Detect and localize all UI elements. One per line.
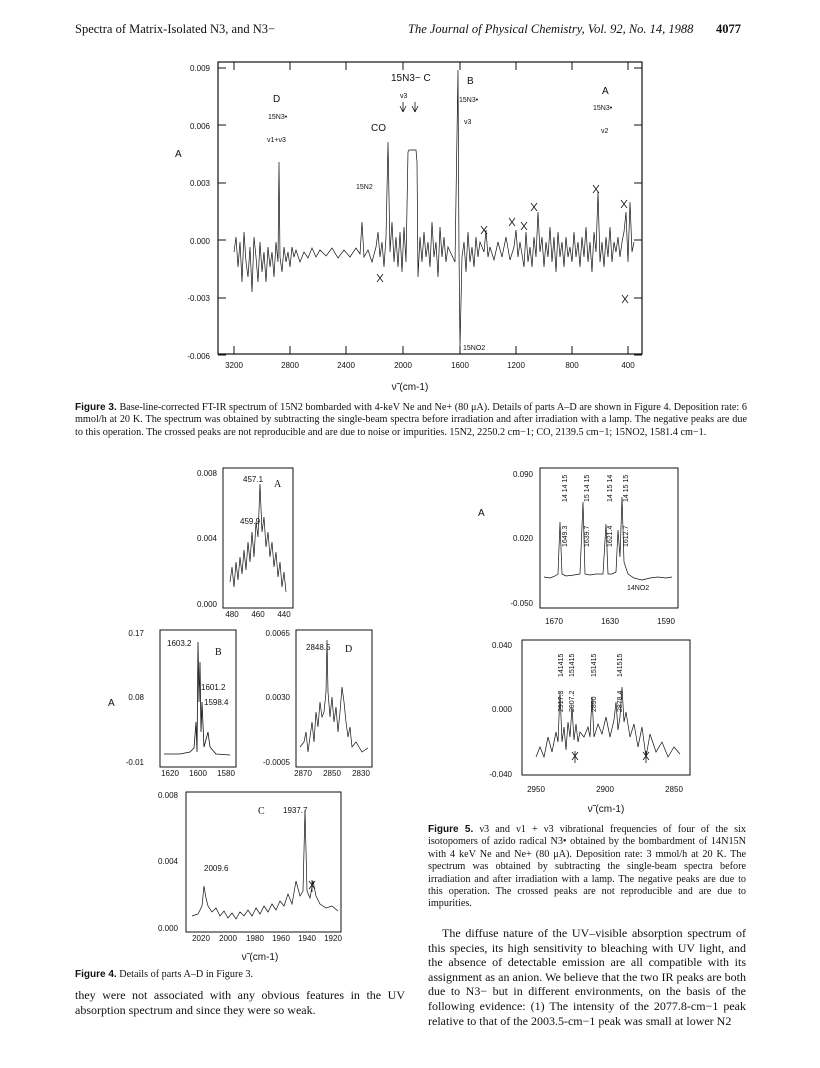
fig5-top-iso: 14 14 15: [562, 474, 569, 502]
fig4-C-xtick: 2020: [192, 934, 210, 943]
fig5-top-panel: [510, 468, 678, 626]
fig4-A-ytick: 0.000: [196, 600, 217, 609]
fig4-panel-A: [197, 468, 293, 619]
fig5-top-xtick: 1670: [545, 617, 563, 626]
fig4-B-ytick: 0.17: [128, 629, 144, 638]
fig5-top-iso: 14 15 14: [607, 474, 614, 502]
fig5-top-peak: 1639.7: [584, 525, 591, 547]
fig5-caption-text: ν3 and ν1 + ν3 vibrational frequencies of four of the six isotopomers of azido radical N3• obtained by the bombardment of 14N15N with 4 keV Ne and Ne+ (80 μA). Deposition rate: 3 mmol/h at 20 K. The spectrum was obtained by subtracting the single-beam spectra before irradiation and after irradiation with a lamp. The negative peaks are due to this operation. The crossed peaks are not reproducible and are due to impurities.: [428, 824, 746, 910]
fig5-bottom-iso: 141415: [558, 653, 565, 677]
fig5-top-peak: 1612.7: [623, 525, 630, 547]
fig3-ytick: -0.006: [187, 352, 210, 361]
fig5-top-no2-label: 14NO2: [627, 585, 650, 592]
fig3-label-A-mode: ν2: [601, 128, 609, 135]
fig5-bottom-peak: 2917.3: [558, 690, 565, 712]
fig3-label-NO2: 15NO2: [463, 345, 486, 352]
fig4-C-ytick: 0.000: [157, 924, 178, 933]
fig5-x-axis-label: ν̃ (cm-1): [587, 804, 625, 815]
fig4-panel-D: [263, 629, 372, 778]
fig4-B-xtick: 1620: [161, 769, 179, 778]
fig4-C-peak2: 2009.6: [204, 864, 229, 873]
fig5-top-iso: 14 15 15: [623, 474, 630, 502]
fig5-crossed-marker: [572, 751, 578, 763]
fig4-A-label: A: [274, 479, 282, 490]
fig4-D-label: D: [345, 644, 353, 655]
fig5-bottom-iso: 151415: [569, 653, 576, 677]
fig3-label-B: B: [467, 76, 474, 87]
fig3-ytick: -0.003: [187, 294, 210, 303]
fig5-top-peak: 1621.4: [607, 525, 614, 547]
fig3-xtick: 1600: [451, 361, 469, 370]
fig5-top-peak-labels: [562, 475, 630, 547]
fig3-label-D-mode: ν1+ν3: [267, 137, 286, 144]
fig3-caption-number: Figure 3.: [75, 402, 117, 413]
fig4-A-ytick: 0.004: [196, 534, 217, 543]
fig4-B-label: B: [215, 647, 222, 658]
right-column-text: The diffuse nature of the UV–visible absorption spectrum of this species, its high sensitivity to bleaching with UV light, and the absence of detectable emission are all compatible with its assignment as an anion. We believe that the two IR peaks are both due to N3− but in different environments, on the basis of the following evidence: (1) The intensity of the 2077.8-cm−1 peak relative to that of the 2003.5-cm−1 peak was small at lower N2: [428, 926, 746, 1028]
fig3-x-axis-label: ν̃ (cm-1): [391, 382, 429, 393]
fig3-ytick: 0.000: [189, 237, 210, 246]
fig4-C-peak1: 1937.7: [283, 806, 308, 815]
fig3-y-ticks: [187, 64, 210, 361]
fig4-caption-number: Figure 4.: [75, 969, 117, 980]
fig4-C-ytick: 0.004: [157, 857, 178, 866]
figure-5: [470, 462, 710, 822]
page-number: 4077: [716, 22, 741, 36]
fig3-spectrum-trace: [234, 70, 634, 347]
fig4-D-xtick: 2830: [352, 769, 370, 778]
fig5-top-ytick: 0.020: [512, 534, 533, 543]
fig4-panel-B: [126, 629, 236, 778]
left-column-text: they were not associated with any obvious features in the UV absorption spectrum and since they were so weak.: [75, 988, 405, 1017]
fig5-bottom-xtick: 2950: [527, 785, 545, 794]
fig5-bottom-peak-labels: [558, 654, 624, 712]
fig4-C-xtick: 1960: [272, 934, 290, 943]
fig5-top-xtick: 1590: [657, 617, 675, 626]
fig5-bottom-ytick: -0.040: [489, 770, 512, 779]
fig3-label-A-iso: 15N3•: [593, 105, 613, 112]
fig4-B-peak3: 1598.4: [204, 698, 229, 707]
fig4-C-ytick: 0.008: [157, 791, 178, 800]
fig3-xtick: 3200: [225, 361, 243, 370]
fig3-xtick: 2400: [337, 361, 355, 370]
fig5-top-peak: 1649.3: [562, 525, 569, 547]
fig4-caption: [75, 969, 405, 981]
fig4-D-xtick: 2870: [294, 769, 312, 778]
fig5-y-axis-label: A: [478, 508, 485, 519]
fig4-caption-text: Details of parts A–D in Figure 3.: [119, 969, 254, 980]
fig4-A-peak1: 457.1: [243, 475, 264, 484]
fig4-y-axis-label: A: [108, 698, 115, 709]
fig4-B-xtick: 1580: [217, 769, 235, 778]
fig5-bottom-xtick: 2850: [665, 785, 683, 794]
fig3-xtick: 400: [621, 361, 635, 370]
fig5-bottom-xtick: 2900: [596, 785, 614, 794]
running-head-journal: The Journal of Physical Chemistry, Vol. 92, No. 14, 1988: [408, 22, 694, 36]
fig3-xtick: 1200: [507, 361, 525, 370]
fig5-bottom-peak: 2890: [591, 696, 598, 712]
fig3-label-A: A: [602, 86, 609, 97]
running-head-left: Spectra of Matrix-Isolated N3, and N3−: [75, 22, 276, 36]
fig5-bottom-iso: 141515: [617, 653, 624, 677]
fig5-caption: [428, 824, 746, 911]
fig3-label-C: 15N3− C: [391, 73, 431, 84]
fig4-A-xtick: 460: [251, 610, 265, 619]
fig5-bottom-panel: [489, 462, 710, 815]
fig5-top-iso: 15 14 15: [584, 474, 591, 502]
fig4-A-ytick: 0.008: [196, 469, 217, 478]
fig4-A-peak2: 459.9: [240, 517, 261, 526]
fig3-label-N2: 15N2: [356, 184, 373, 191]
fig4-B-peak1: 1603.2: [167, 639, 192, 648]
fig3-label-B-mode: ν3: [464, 119, 472, 126]
fig5-bottom-peak: 2907.2: [569, 690, 576, 712]
fig3-label-D-iso: 15N3•: [268, 114, 288, 121]
fig3-label-B-iso: 15N3•: [459, 97, 479, 104]
fig3-caption-text: Base-line-corrected FT-IR spectrum of 15N2 bombarded with 4-keV Ne and Ne+ (80 μA). Details of parts A–D are shown in Figure 4. Deposition rate: 6 mmol/h at 20 K. The spectrum was obtained by subtracting the single-beam spectra before irradiation and after irradiation with a lamp. The negative peaks are due to this operation. The crossed peaks are not reproducible and are due to noise or impurities. 15N2, 2250.2 cm−1; CO, 2139.5 cm−1; 15NO2, 1581.4 cm−1.: [75, 402, 747, 438]
fig4-B-ytick: 0.08: [128, 693, 144, 702]
fig4-x-axis-label: ν̃ (cm-1): [241, 952, 279, 963]
fig3-xtick: 800: [565, 361, 579, 370]
fig4-C-xtick: 1980: [246, 934, 264, 943]
fig5-top-xtick: 1630: [601, 617, 619, 626]
fig4-D-peak1: 2848.5: [306, 643, 331, 652]
fig4-B-xtick: 1600: [189, 769, 207, 778]
fig3-caption: [75, 402, 747, 439]
fig3-ytick: 0.003: [189, 179, 210, 188]
fig3-tick-marks: [218, 62, 642, 355]
fig5-top-ytick: -0.050: [510, 599, 533, 608]
fig4-D-ytick: 0.0065: [265, 629, 290, 638]
fig4-C-xtick: 1920: [324, 934, 342, 943]
fig3-xtick: 2000: [394, 361, 412, 370]
figure-4-panel-C: [140, 786, 370, 966]
fig3-c-arrows: [400, 102, 418, 112]
fig3-peak-labels: [267, 73, 613, 352]
fig3-frame: [218, 62, 642, 354]
fig5-bottom-iso: 151415: [591, 653, 598, 677]
fig4-D-xtick: 2850: [323, 769, 341, 778]
fig5-bottom-ytick: 0.040: [491, 641, 512, 650]
fig3-y-axis-label: A: [175, 149, 182, 160]
fig3-label-C-mode: ν3: [400, 93, 408, 100]
fig3-x-ticks: [225, 361, 635, 370]
fig5-crossed-marker: [643, 751, 649, 763]
fig3-xtick: 2800: [281, 361, 299, 370]
fig4-C-label: C: [258, 806, 265, 817]
figure-3: [150, 52, 670, 397]
fig4-B-ytick: -0.01: [125, 758, 144, 767]
fig4-B-peak2: 1601.2: [201, 683, 226, 692]
fig4-A-xtick: 440: [277, 610, 291, 619]
fig4-A-xtick: 480: [225, 610, 239, 619]
fig4-D-ytick: -0.0005: [262, 758, 290, 767]
fig5-bottom-ytick: 0.000: [491, 705, 512, 714]
fig5-caption-number: Figure 5.: [428, 824, 474, 835]
fig4-D-ytick: 0.0030: [265, 693, 290, 702]
fig3-ytick: 0.009: [189, 64, 210, 73]
fig5-top-ytick: 0.090: [512, 470, 533, 479]
fig3-label-CO: CO: [371, 123, 386, 134]
fig4-C-xtick: 1940: [298, 934, 316, 943]
fig3-ytick: 0.006: [189, 122, 210, 131]
figure-4: [100, 462, 385, 782]
fig3-label-D: D: [273, 94, 281, 105]
fig5-bottom-peak: 2878.4: [617, 690, 624, 712]
fig4-C-xtick: 2000: [219, 934, 237, 943]
